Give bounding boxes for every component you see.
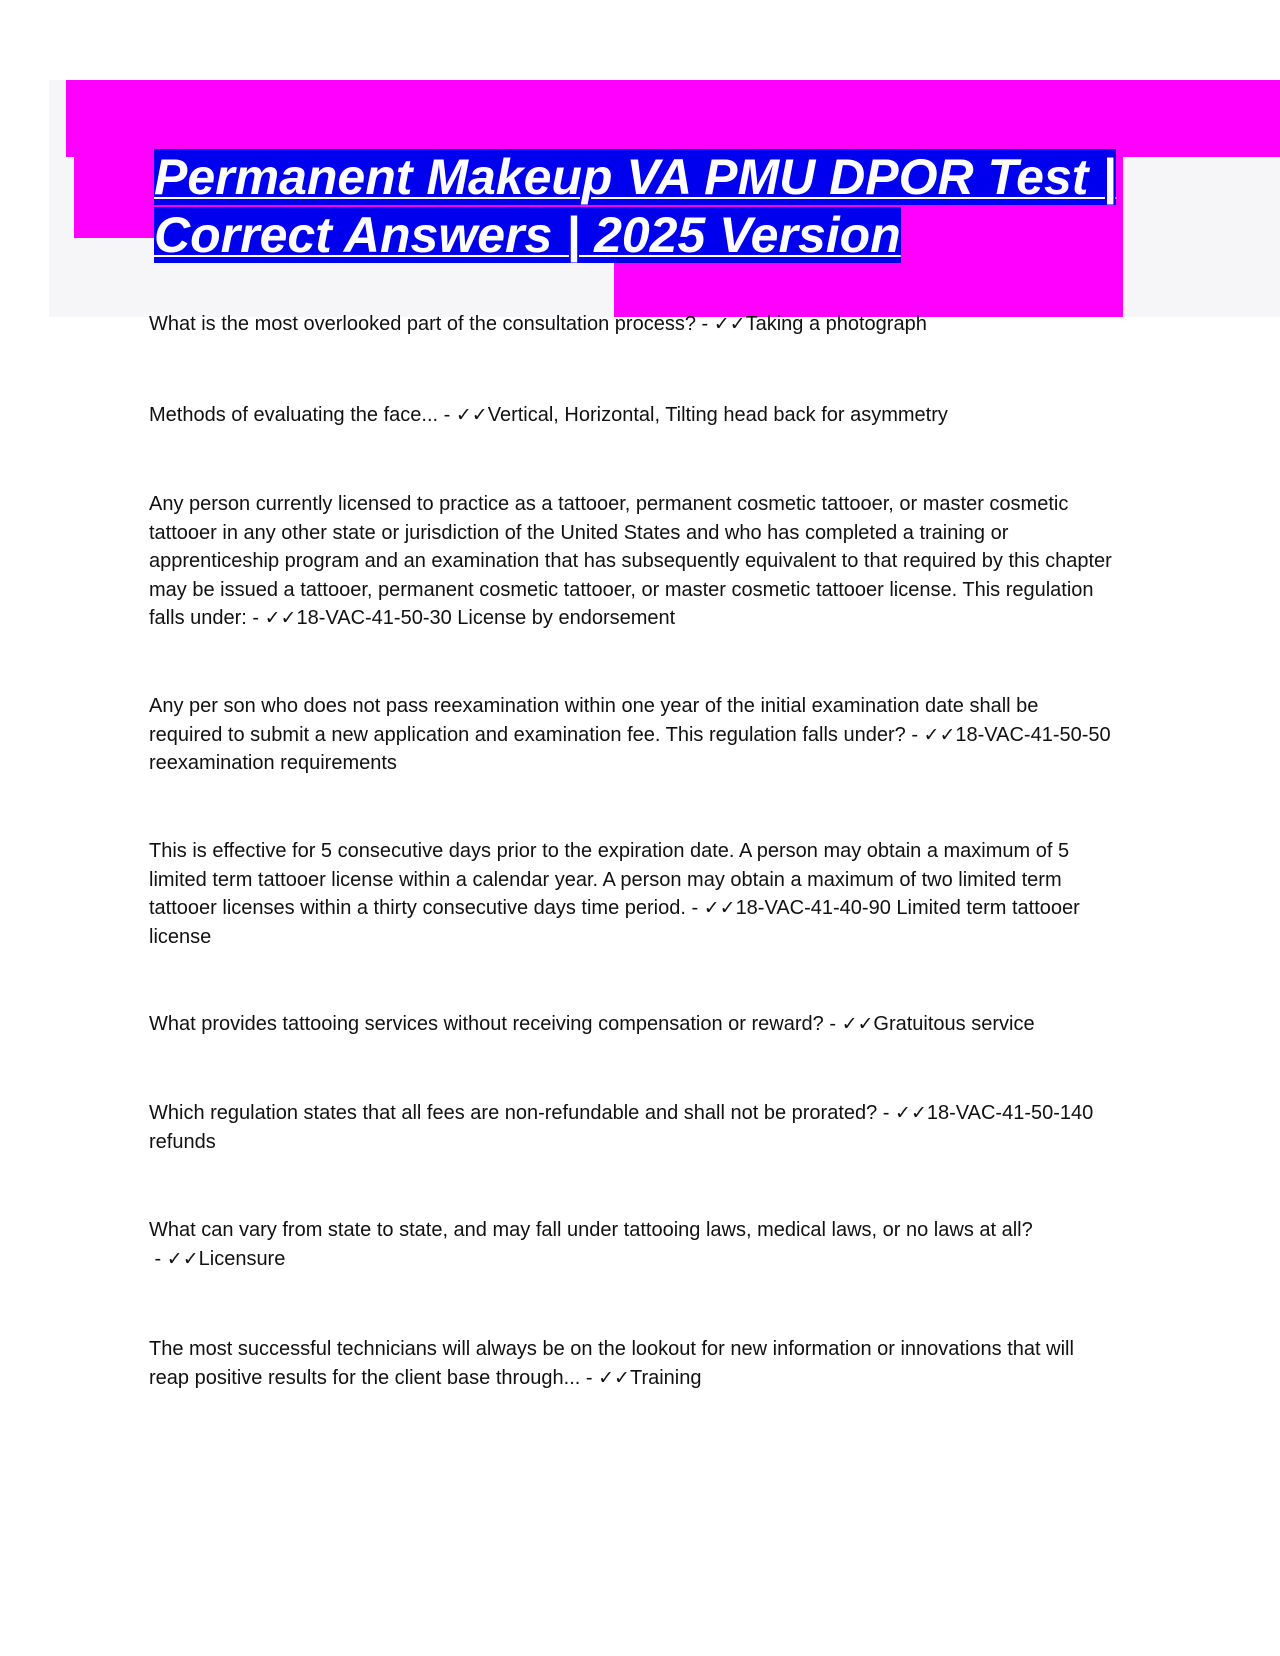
question-text: Methods of evaluating the face...	[149, 404, 439, 426]
answer-text: Gratuitous service	[873, 1013, 1035, 1035]
check-icon: ✓✓	[713, 313, 746, 335]
qa-item-3	[149, 490, 1114, 633]
qa-item-5	[149, 837, 1114, 951]
title-line-2[interactable]: Correct Answers | 2025 Version	[154, 207, 901, 263]
question-text: Any person currently licensed to practice as a tattooer, permanent cosmetic tattooer, or master cosmetic tattooer in any other state or jurisdiction of the United States and who has completed a training or apprenticeship program and an examination that has subsequently equivalent to that required by this chapter may be issued a tattooer, permanent cosmetic tattooer, or master cosmetic tattooer license. This regulation falls under:	[149, 493, 1112, 629]
check-icon: ✓✓	[264, 607, 297, 629]
question-text: What can vary from state to state, and may fall under tattooing laws, medical laws, or no laws at all?	[149, 1219, 1033, 1241]
question-text: The most successful technicians will always be on the lookout for new information or innovations that will reap positive results for the client base through...	[149, 1338, 1074, 1389]
check-icon: ✓✓	[703, 897, 736, 919]
qa-item-4	[149, 692, 1114, 778]
header-accent-bar	[66, 80, 1280, 157]
question-text: Any per son who does not pass reexamination within one year of the initial examination date shall be required to submit a new application and examination fee. This regulation falls under?	[149, 695, 1039, 746]
qa-item-7	[149, 1099, 1114, 1156]
qa-item-8	[149, 1216, 1114, 1273]
question-text: What is the most overlooked part of the consultation process?	[149, 313, 696, 335]
answer-text: Taking a photograph	[745, 313, 927, 335]
answer-text: 18-VAC-41-50-30 License by endorsement	[296, 607, 676, 629]
separator: -	[438, 404, 456, 426]
separator: -	[695, 313, 714, 335]
check-icon: ✓✓	[923, 723, 956, 746]
question-text: This is effective for 5 consecutive days prior to the expiration date. A person may obtain a maximum of 5 limited term tattooer license within a calendar year. A person may obtain a maximum of two limited term tattooer licenses within a thirty consecutive days time period.	[149, 840, 1070, 919]
answer-text: 18-VAC-41-50-50 reexamination requirements	[149, 723, 1111, 774]
separator: -	[246, 607, 265, 629]
check-icon: ✓✓	[598, 1366, 630, 1389]
separator: -	[149, 1247, 167, 1270]
answer-text: 18-VAC-41-50-140 refunds	[149, 1102, 1094, 1153]
separator: -	[905, 723, 924, 746]
separator: -	[823, 1013, 842, 1035]
answer-text: Training	[629, 1366, 702, 1389]
qa-item-6	[149, 1010, 1114, 1039]
qa-item-2	[149, 401, 1114, 430]
document-title[interactable]	[154, 148, 1134, 264]
answer-text: Licensure	[198, 1247, 286, 1270]
answer-text: 18-VAC-41-40-90 Limited term tattooer license	[149, 897, 1080, 948]
qa-item-9	[149, 1335, 1114, 1392]
qa-item-1	[149, 310, 1114, 339]
title-line-1[interactable]: Permanent Makeup VA PMU DPOR Test |	[154, 149, 1117, 205]
question-text: Which regulation states that all fees are non-refundable and shall not be prorated?	[149, 1102, 878, 1124]
separator: -	[580, 1366, 599, 1389]
question-text: What provides tattooing services without receiving compensation or reward?	[149, 1013, 824, 1035]
check-icon: ✓✓	[166, 1247, 199, 1270]
separator: -	[685, 897, 704, 919]
check-icon: ✓✓	[841, 1013, 874, 1035]
separator: -	[877, 1102, 896, 1124]
check-icon: ✓✓	[455, 404, 488, 426]
answer-text: Vertical, Horizontal, Tilting head back for asymmetry	[487, 404, 948, 426]
check-icon: ✓✓	[895, 1102, 927, 1124]
